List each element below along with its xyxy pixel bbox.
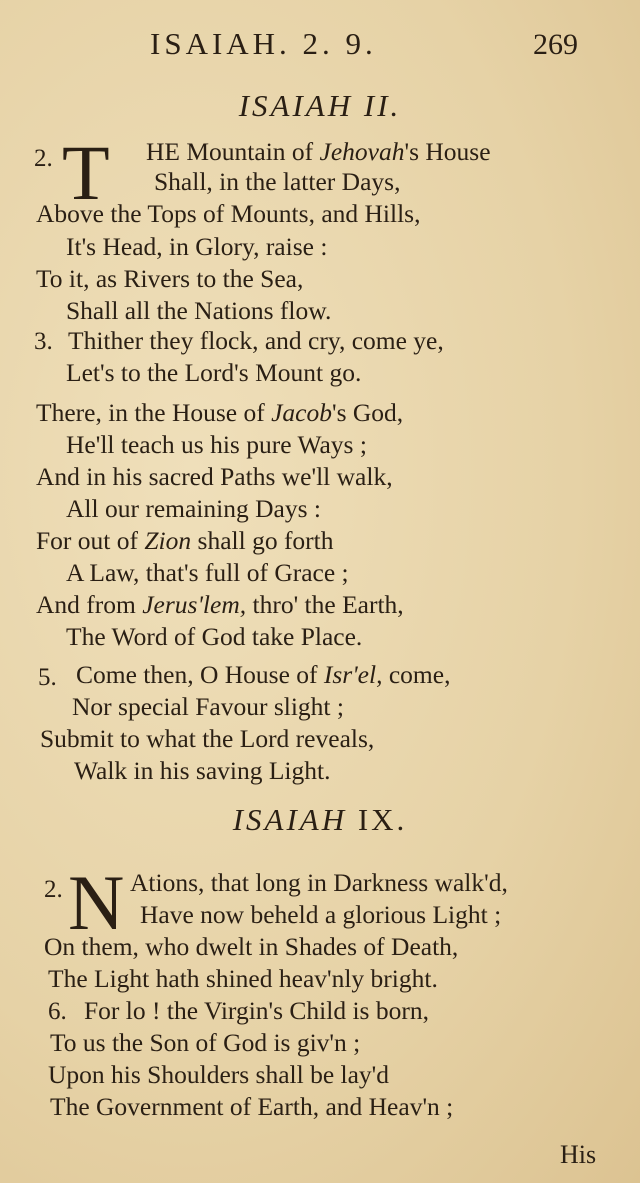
verse-line: Submit to what the Lord reveals,: [40, 724, 375, 753]
section-title-isaiah-2: ISAIAH II.: [238, 88, 402, 123]
verse-number: 5.: [38, 664, 57, 691]
verse-line: Walk in his saving Light.: [74, 756, 331, 785]
verse-line: It's Head, in Glory, raise :: [66, 232, 328, 261]
drop-cap: T: [62, 129, 110, 216]
verse-line: There, in the House of Jacob's God,: [36, 398, 404, 427]
verse-line: Above the Tops of Mounts, and Hills,: [36, 199, 421, 228]
verse-line: All our remaining Days :: [66, 494, 321, 523]
verse-line: Shall all the Nations flow.: [66, 296, 332, 325]
verse-line: And in his sacred Paths we'll walk,: [36, 462, 393, 491]
page-number: 269: [533, 28, 578, 61]
verse-line: The Government of Earth, and Heav'n ;: [50, 1092, 454, 1121]
verse-line: For out of Zion shall go forth: [36, 526, 334, 555]
verse-number: 2.: [34, 145, 53, 172]
verse-line: And from Jerus'lem, thro' the Earth,: [36, 590, 404, 619]
verse-line: On them, who dwelt in Shades of Death,: [44, 932, 459, 961]
catchword: His: [560, 1140, 597, 1169]
verse-line: HE Mountain of Jehovah's House: [146, 137, 491, 166]
verse-line: Thither they flock, and cry, come ye,: [68, 326, 444, 355]
running-title: ISAIAH. 2. 9.: [150, 26, 377, 61]
verse-line: For lo ! the Virgin's Child is born,: [84, 996, 429, 1025]
verse-line: To it, as Rivers to the Sea,: [36, 264, 304, 293]
drop-cap: N: [68, 859, 125, 946]
verse-line: Ations, that long in Darkness walk'd,: [130, 868, 508, 897]
verse-line: Let's to the Lord's Mount go.: [66, 358, 362, 387]
verse-line: Come then, O House of Isr'el, come,: [76, 660, 451, 689]
verse-line: The Light hath shined heav'nly bright.: [48, 964, 438, 993]
verse-number: 2.: [44, 876, 63, 903]
verse-line: Have now beheld a glorious Light ;: [140, 900, 502, 929]
verse-line: The Word of God take Place.: [66, 622, 363, 651]
verse-line: To us the Son of God is giv'n ;: [50, 1028, 361, 1057]
verse-number: 3.: [34, 328, 53, 355]
verse-number: 6.: [48, 998, 67, 1025]
section-title-isaiah-9: ISAIAH IX.: [232, 802, 408, 837]
verse-line: Nor special Favour slight ;: [72, 692, 344, 721]
verse-line: A Law, that's full of Grace ;: [66, 558, 349, 587]
verse-line: Upon his Shoulders shall be lay'd: [48, 1060, 390, 1089]
verse-line: Shall, in the latter Days,: [154, 167, 401, 196]
verse-line: He'll teach us his pure Ways ;: [66, 430, 367, 459]
